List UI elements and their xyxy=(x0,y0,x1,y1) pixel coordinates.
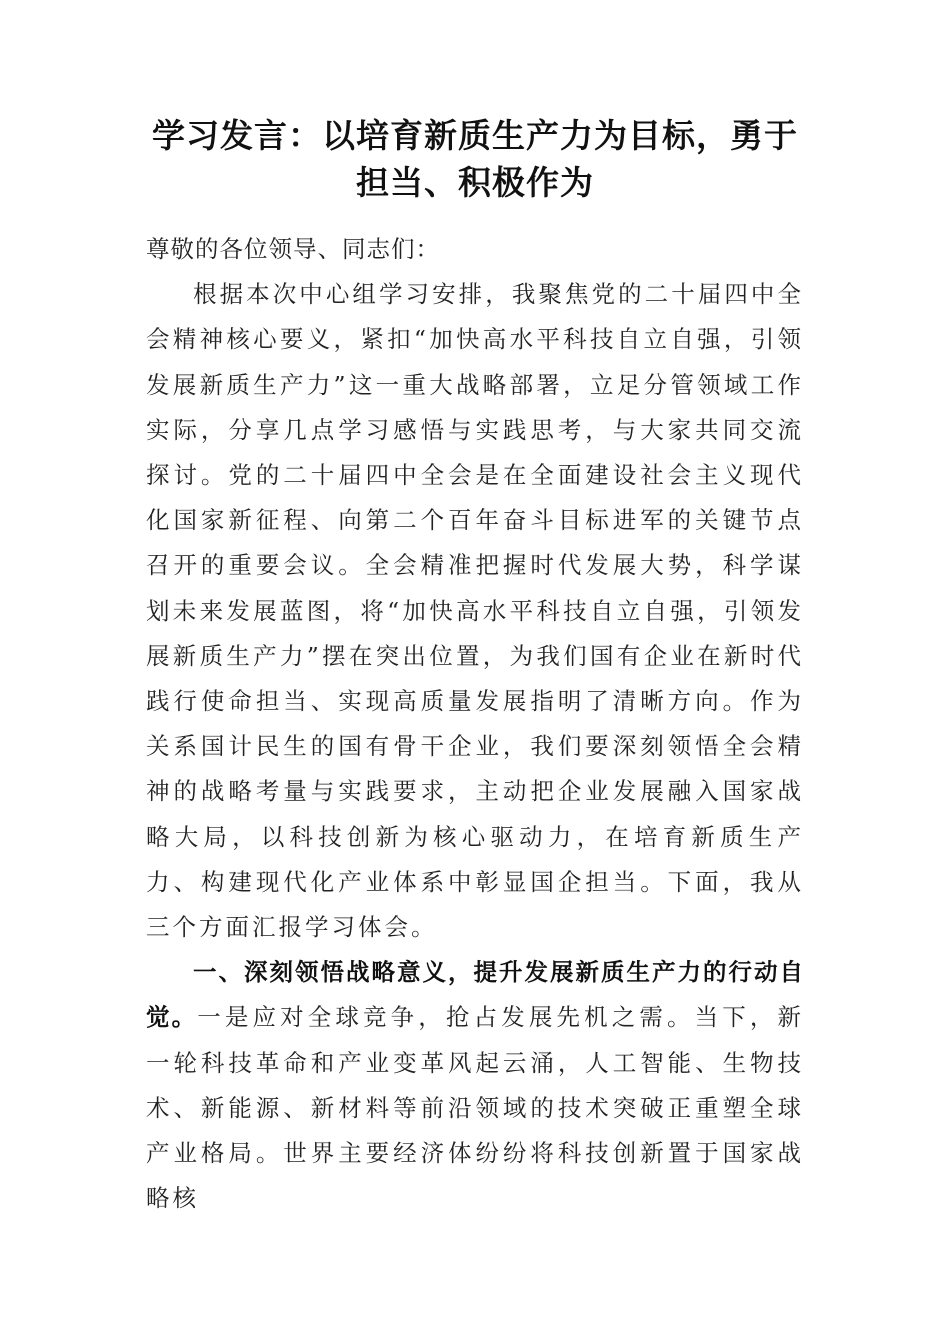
document-title: 学习发言：以培育新质生产力为目标，勇于担当、积极作为 xyxy=(152,116,798,202)
paragraph-intro: 根据本次中心组学习安排，我聚焦党的二十届四中全会精神核心要义，紧扣“加快高水平科技自立自强，引领发展新质生产力”这一重大战略部署，立足分管领域工作实际，分享几点学习感悟与实践思考，与大家共同交流探讨。党的二十届四中全会是在全面建设社会主义现代化国家新征程、向第二个百年奋斗目标进军的关键节点召开的重要会议。全会精准把握时代发展大势，科学谋划未来发展蓝图，将“加快高水平科技自立自强，引领发展新质生产力”摆在突出位置，为我们国有企业在新时代践行使命担当、实现高质量发展指明了清晰方向。作为关系国计民生的国有骨干企业，我们要深刻领悟全会精神的战略考量与实践要求，主动把企业发展融入国家战略大局，以科技创新为核心驱动力，在培育新质生产力、构建现代化产业体系中彰显国企担当。下面，我从三个方面汇报学习体会。 xyxy=(146,280,804,942)
section-body-text: 一是应对全球竞争，抢占发展先机之需。当下，新一轮科技革命和产业变革风起云涌，人工智能、生物技术、新能源、新材料等前沿领域的技术突破正重塑全球产业格局。世界主要经济体纷纷将科技创新置于国家战略核 xyxy=(146,1003,805,1213)
salutation: 尊敬的各位领导、同志们： xyxy=(146,235,440,263)
paragraph-section-one xyxy=(146,950,804,1221)
section-heading: 一、深刻领悟战略意义，提升发展新质生产力的行动自觉。 xyxy=(146,958,804,1032)
document-body xyxy=(146,227,804,1221)
